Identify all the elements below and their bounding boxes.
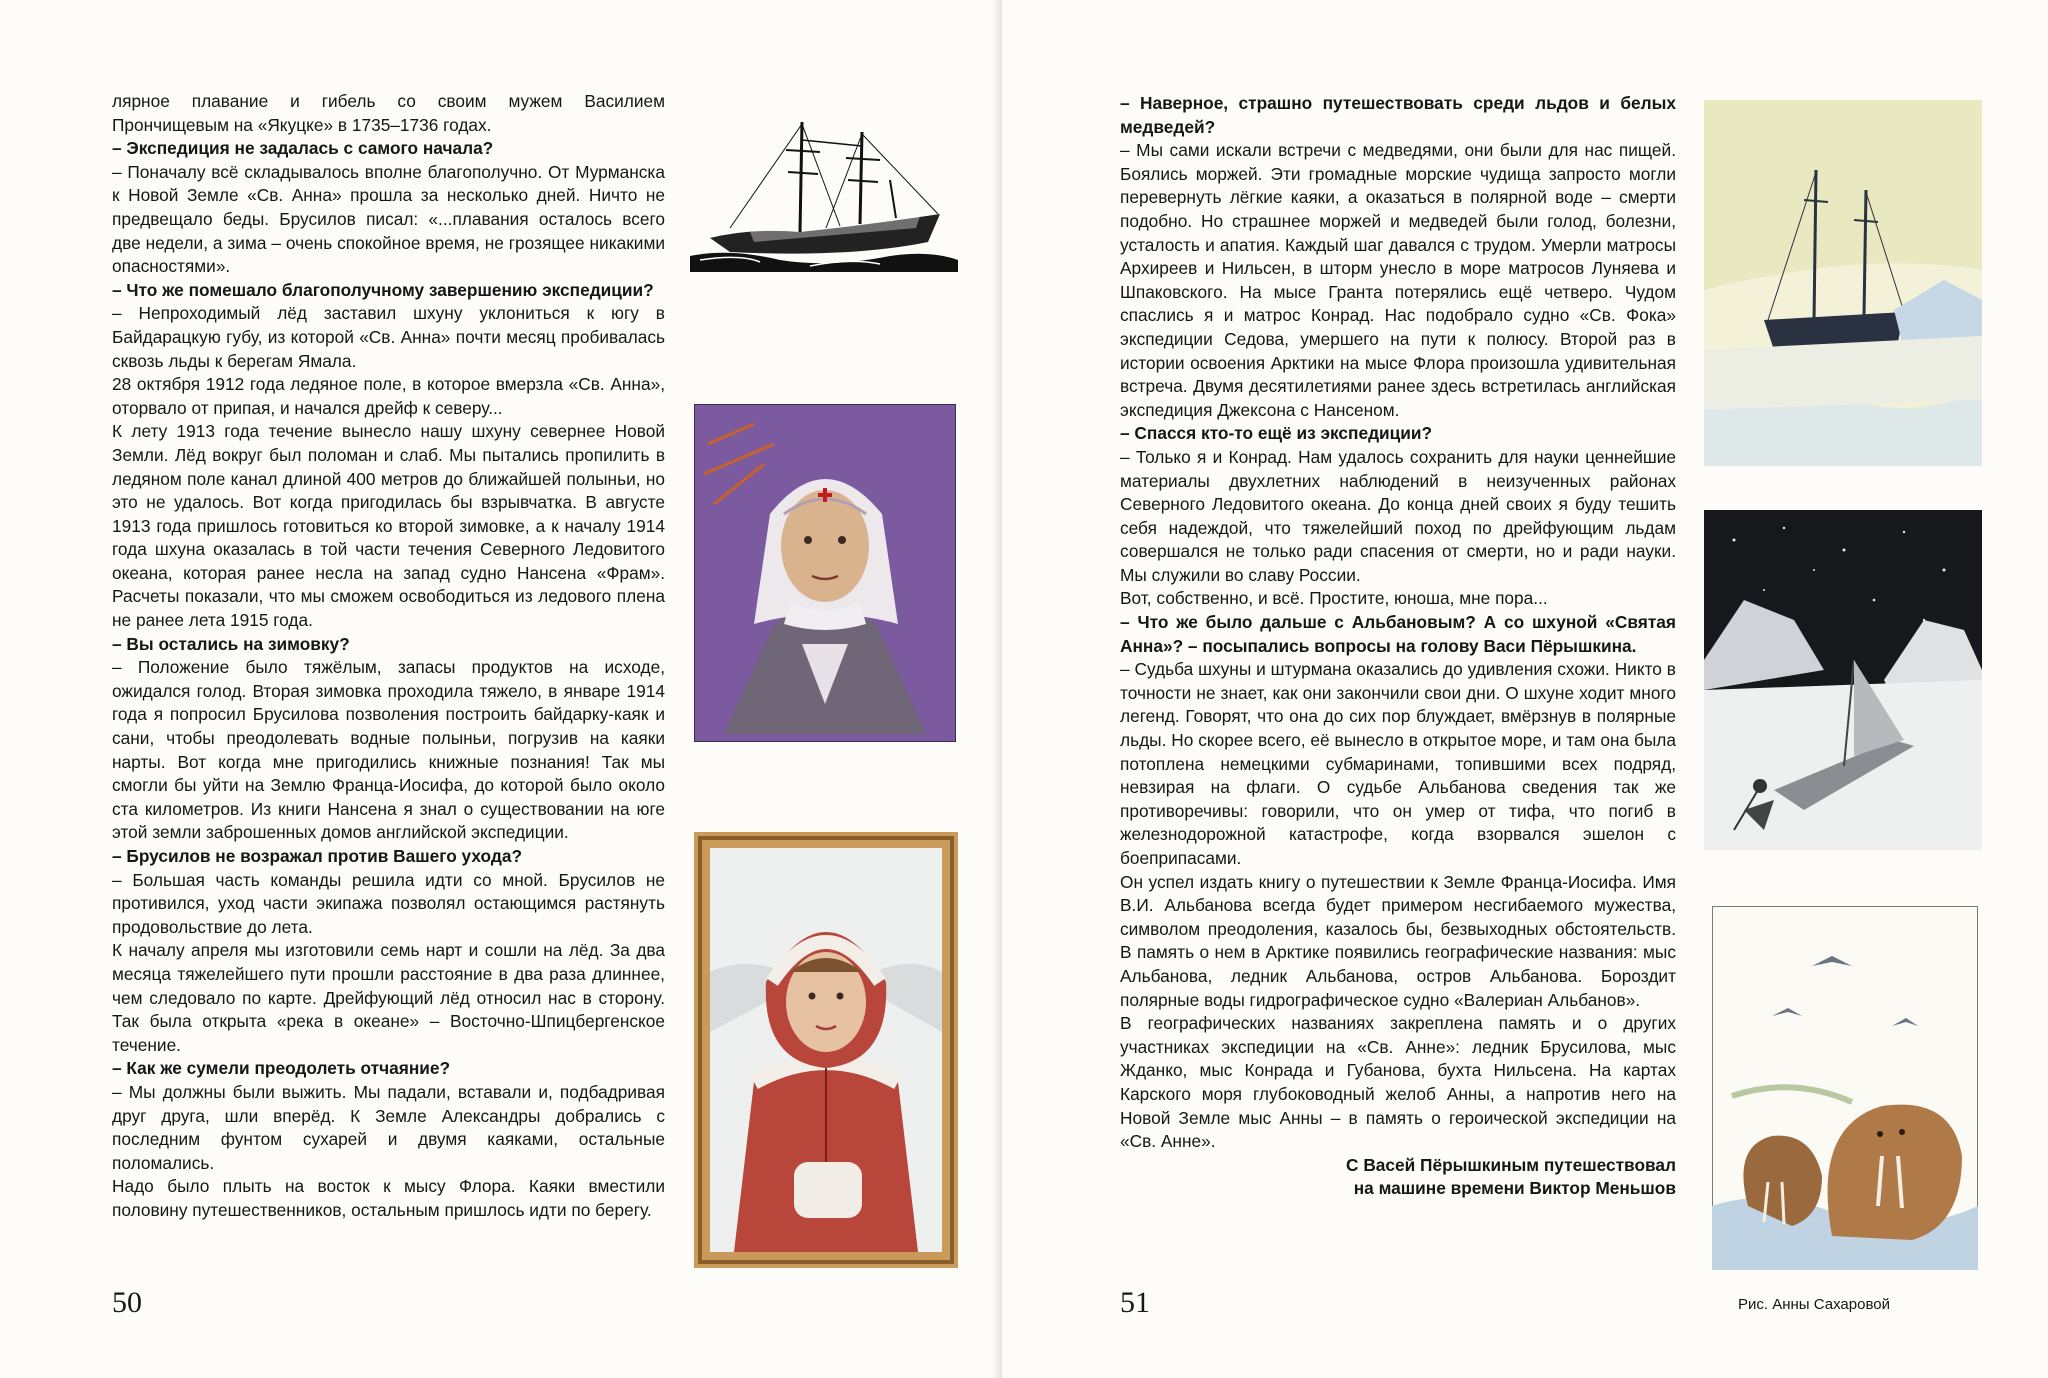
- page-number: 50: [112, 1286, 142, 1319]
- paragraph: лярное плавание и гибель со своим мужем Василием Прончищевым на «Якуцке» в 1735–1736 годах.: [112, 91, 665, 135]
- paragraph: Он успел издать книгу о путешествии к Земле Франца-Иосифа. Имя В.И. Альбанова всегда будет примером несгибаемого мужества, символом преодоления, казалось бы, безвыходных обстоятельств. В память о нем в Арктике появились географические названия: мыс Альбанова, ледник Альбанова, остров Альбанова. Бороздит полярные воды гидрографическое судно «Валериан Альбанов».: [1120, 871, 1676, 1010]
- page-number: 51: [1120, 1286, 1150, 1319]
- paragraph: – Мы должны были выжить. Мы падали, вставали и, подбадривая друг друга, шли вперёд. К Земле Александры добрались с последним фунтом сухарей и двумя каяками, остальные поломались.: [112, 1081, 665, 1173]
- paragraph: – Большая часть команды решила идти со мной. Брусилов не противился, уход части экипажа позволял остающимся растянуть продовольствие до лета.: [112, 869, 665, 937]
- question: – Спасся кто-то ещё из экспедиции?: [1120, 423, 1433, 444]
- paragraph: К лету 1913 года течение вынесло нашу шхуну севернее Новой Земли. Лёд вокруг был поломан и слаб. Мы пытались пропилить в ледяном поле канал длиной 400 метров до ближайшей полыньи, но это не удалось. Вот когда пригодилась бы взрывчатка. В августе 1913 года пришлось готовиться ко второй зимовке, а к началу 1914 года шхуна оказалась в той части течения Северного Ледовитого океана, которая ранее несла на запад судно Нансена «Фрам». Расчеты показали, что мы сможем освободиться из ледового плена не ранее лета 1915 года.: [112, 421, 665, 631]
- question: – Как же сумели преодолеть отчаяние?: [112, 1058, 451, 1079]
- question: – Брусилов не возражал против Вашего ухода?: [112, 846, 523, 866]
- paragraph: Надо было плыть на восток к мысу Флора. Каяки вместили половину путешественников, остальным пришлось идти по берегу.: [112, 1176, 665, 1220]
- left-text-column: [112, 90, 665, 1223]
- paragraph: Вот, собственно, и всё. Простите, юноша, мне пора...: [1120, 588, 1548, 609]
- question: – Вы остались на зимовку?: [112, 633, 350, 654]
- paragraph: К началу апреля мы изготовили семь нарт и сошли на лёд. За два месяца тяжелейшего пути прошли расстояние в два раза длиннее, чем следовало по карте. Дрейфующий лёд относил нас в сторону. Так была открыта «река в океане» – Восточно-Шпицбергенское течение.: [112, 940, 665, 1055]
- paragraph: – Положение было тяжёлым, запасы продуктов на исходе, ожидался голод. Вторая зимовка проходила тяжело, в январе 1914 года я попросил Брусилова позволения построить байдарку-каяк и сани, чтобы преодолевать водные полыньи, погрузив на каяки нарты. Вот когда мне пригодились книжные познания! Так мы смогли бы уйти на Землю Франца-Иосифа, до которой было около ста километров. Из книги Нансена я знал о существовании на юге этой земли заброшенных домов английской экспедиции.: [112, 657, 665, 843]
- schooner-ink-drawing: [690, 110, 958, 272]
- paragraph: – Судьба шхуны и штурмана оказались до удивления схожи. Никто в точности не знает, как они закончили свои дни. О шхуне ходит много легенд. Говорят, что она до сих пор блуждает, вмёрзнув в полярные льды. Но скорее всего, её вынесло в открытое море, и там она была потоплена немецкими субмаринами, топившими всех подряд, невзирая на флаги. О судьбе Альбанова сведения так же противоречивы: говорили, что он умер от тифа, что погиб в железнодорожной катастрофе, когда взорвался эшелон с боеприпасами.: [1120, 659, 1676, 868]
- paragraph: 28 октября 1912 года ледяное поле, в которое вмерзла «Св. Анна», оторвало от припая, и начался дрейф к северу...: [112, 374, 665, 418]
- right-text-column: [1120, 92, 1676, 1201]
- paragraph: – Поначалу всё складывалось вполне благополучно. От Мурманска к Новой Земле «Св. Анна» прошла за несколько дней. Ничто не предвещало беды. Брусилов писал: «...плавания осталось всего две недели, а зима – очень спокойное время, не грозящее никакими опасностями».: [112, 161, 665, 277]
- author-signature-line: С Васей Пёрышкиным путешествовал: [1346, 1154, 1676, 1175]
- question: – Что же было дальше с Альбановым? А со шхуной «Святая Анна»? – посыпались вопросы на голову Васи Пёрышкина.: [1120, 612, 1676, 656]
- question: – Что же помешало благополучному завершению экспедиции?: [112, 279, 654, 300]
- night-sledge-drawing: [1704, 510, 1982, 850]
- ship-in-ice-drawing: [1704, 100, 1982, 466]
- nurse-portrait: [694, 404, 956, 742]
- walrus-drawing: [1712, 906, 1978, 1270]
- illustration-credit: Рис. Анны Сахаровой: [1738, 1296, 1890, 1313]
- author-signature-line: на машине времени Виктор Меньшов: [1353, 1178, 1676, 1199]
- paragraph: – Мы сами искали встречи с медведями, они были для нас пищей. Боялись моржей. Эти громадные морские чудища запросто могли перевернуть лёгкие каяки, а оказаться в полярной воде – смерти подобно. Но страшнее моржей и медведей были голод, болезни, усталость и апатия. Каждый шаг давался с трудом. Умерли матросы Архиреев и Нильсен, в шторм унесло в море матросов Луняева и Шпаковского. На мысе Гранта потерялись ещё четверо. Чудом спаслись я и матрос Конрад. Нас подобрало судно «Св. Фока» экспедиции Седова, умершего на пути к полюсу. Второй раз в истории освоения Арктики на мысе Флора произошла удивительная встреча. Двумя десятилетиями ранее здесь встретилась английская экспедиция Джексона с Нансеном.: [1120, 140, 1676, 420]
- woman-in-red-coat-portrait: [694, 832, 958, 1268]
- paragraph: – Только я и Конрад. Нам удалось сохранить для науки ценнейшие материалы двухлетних наблюдений в неизученных районах Северного Ледовитого океана. До конца дней своих я буду тешить себя надеждой, что тяжелейший поход по дрейфующим льдам совершался не только ради спасения от смерти, но и ради науки. Мы служили во славу России.: [1120, 446, 1676, 585]
- question: – Наверное, страшно путешествовать среди льдов и белых медведей?: [1120, 93, 1676, 137]
- paragraph: В географических названиях закреплена память и о других участниках экспедиции на «Св. Анне»: ледник Брусилова, мыс Жданко, мыс Конрада и Губанова, бухта Нильсена. На картах Карского моря глубоководный желоб Анны, а напротив него на Новой Земле мыс Анны – в память о героической экспедиции на «Св. Анне».: [1120, 1013, 1676, 1152]
- paragraph: – Непроходимый лёд заставил шхуну уклониться к югу в Байдарацкую губу, из которой «Св. Анна» почти месяц пробивалась сквозь льды к берегам Ямала.: [112, 303, 665, 371]
- left-page: [0, 0, 1002, 1378]
- question: – Экспедиция не задалась с самого начала?: [112, 138, 494, 159]
